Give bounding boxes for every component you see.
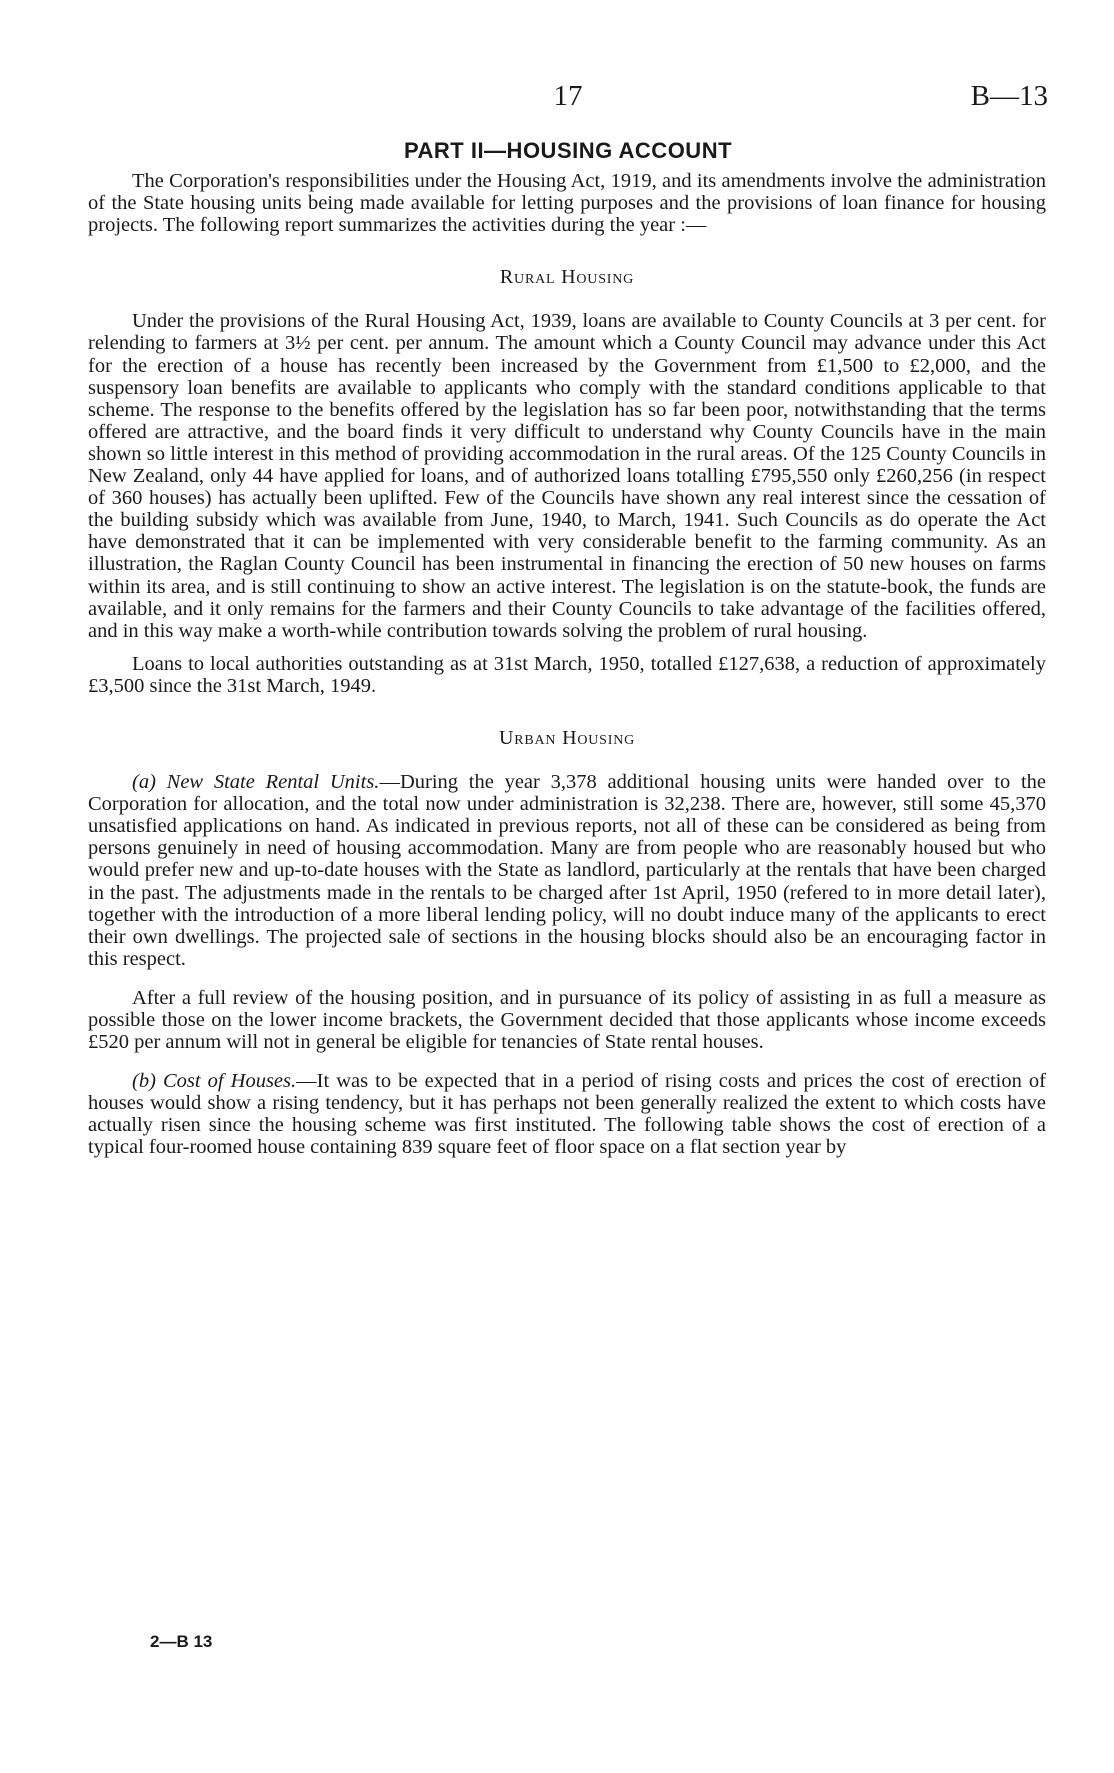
urban-housing-heading: Urban Housing (498, 726, 636, 749)
part-title: PART II—HOUSING ACCOUNT (403, 138, 733, 163)
cost-of-houses-label: (b) Cost of Houses. (132, 1070, 297, 1093)
full-review-paragraph: After a full review of the housing position, and in pursuance of its policy of assisting in as full a measure as possible those on the lower income brackets, the Government decided that those applicants whose income exceeds £520 per annum will not in general be eligible for tenancies of State rental houses. (88, 986, 1046, 1054)
new-state-rental-units-label: (a) New State Rental Units. (132, 771, 380, 794)
rural-housing-paragraph: Under the provisions of the Rural Housing Act, 1939, loans are available to County Councils at 3 per cent. for relending to farmers at 3½ per cent. per annum. The amount which a County Council may advance under this Act for the erection of a house has recently been increased by the Government from £1,500 to £2,000, and the suspensory loan benefits are available to applicants who comply with the standard conditions applicable to that scheme. The response to the benefits offered by the legislation has so far been poor, notwithstanding that the terms offered are attractive, and the board finds it very difficult to understand why County Councils have in the main shown so little interest in this method of providing accommodation in the rural areas. Of the 125 County Councils in New Zealand, only 44 have applied for loans, and of authorized loans totalling £795,550 only £260,256 (in respect of 360 houses) has actually been uplifted. Few of the Councils have shown any real interest since the cessation of the building subsidy which was available from June, 1940, to March, 1941. Such Councils as do operate the Act have demonstrated that it can be implemented with very considerable benefit to the farming community. As an illustration, the Raglan County Council has been instrumental in financing the erection of 50 new houses on farms within its area, and is still continuing to show an active interest. The legislation is on the statute-book, the funds are available, and it only remains for the farmers and their County Councils to take advantage of the facilities offered, and in this way make a worth-while contribution towards solving the problem of rural housing. (88, 310, 1046, 642)
body-text (88, 170, 1046, 1170)
cost-of-houses-paragraph (88, 1070, 1046, 1158)
cost-of-houses-text: —It was to be expected that in a period of rising costs and prices the cost of erection of houses would show a rising tendency, but it has perhaps not been generally realized the extent to which costs have actually risen since the housing scheme was first instituted. The following table shows the cost of erection of a typical four-roomed house containing 839 square feet of floor space on a flat section year by (88, 1070, 1046, 1159)
loans-outstanding-paragraph: Loans to local authorities outstanding as at 31st March, 1950, totalled £127,638, a reduction of approximately £3,500 since the 31st March, 1949. (88, 652, 1046, 697)
document-code: B—13 (970, 80, 1048, 112)
signature-mark: 2—B 13 (150, 1632, 213, 1651)
rural-housing-heading: Rural Housing (499, 266, 635, 289)
new-state-rental-units-paragraph (88, 771, 1046, 970)
page-number: 17 (553, 80, 583, 112)
running-head (88, 80, 1048, 120)
intro-paragraph: The Corporation's responsibilities under the Housing Act, 1919, and its amendments involve the administration of the State housing units being made available for letting purposes and the provisions of loan finance for housing projects. The following report summarizes the activities during the year :— (88, 170, 1046, 237)
new-state-rental-units-text: —During the year 3,378 additional housing units were handed over to the Corporation for allocation, and the total now under administration is 32,238. There are, however, still some 45,370 unsatisfied applications on hand. As indicated in previous reports, not all of these can be considered as being from persons genuinely in need of housing accommodation. Many are from people who are reasonably housed but who would prefer new and up-to-date houses with the State as landlord, particularly at the rentals that have been charged in the past. The adjustments made in the rentals to be charged after 1st April, 1950 (refered to in more detail later), together with the introduction of a more liberal lending policy, will no doubt induce many of the applicants to erect their own dwellings. The projected sale of sections in the housing blocks should also be an encouraging factor in this respect. (88, 771, 1046, 970)
